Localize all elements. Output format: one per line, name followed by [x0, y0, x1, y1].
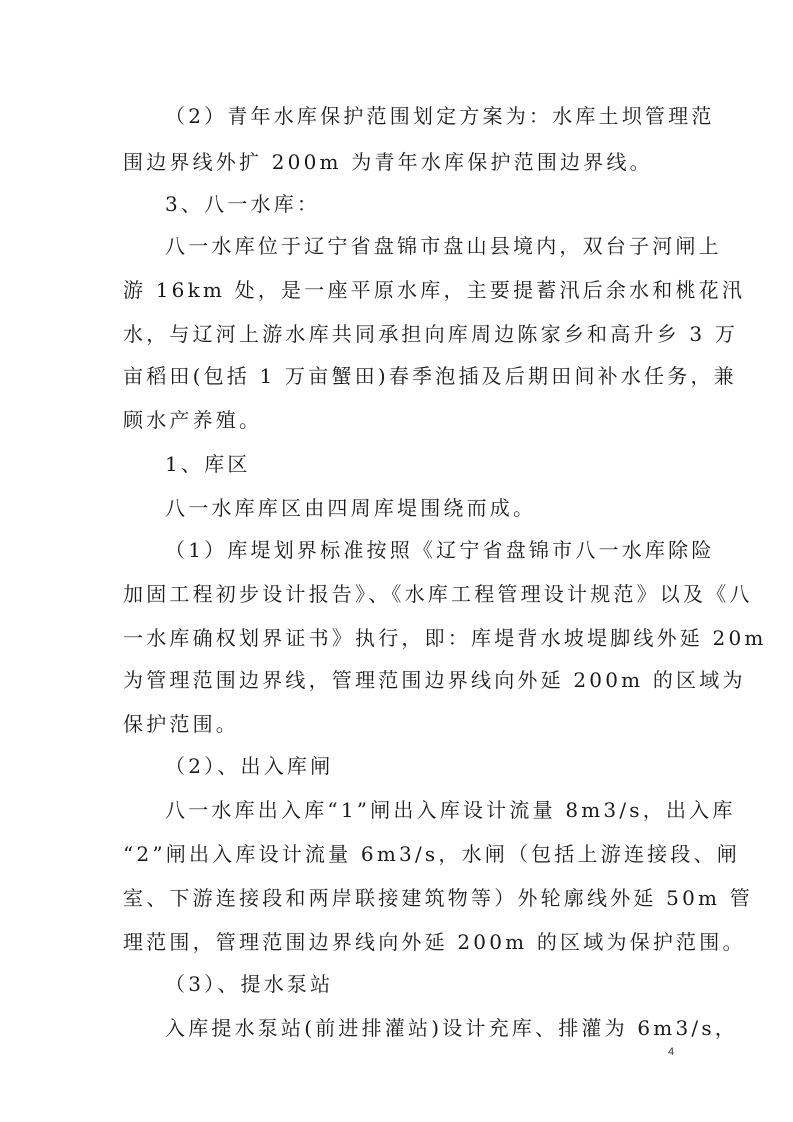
paragraph-line: 加固工程初步设计报告》、《水库工程管理设计规范》以及《八 — [123, 582, 753, 606]
paragraph-line: 入库提水泵站(前进排灌站)设计充库、排灌为 6m3/s， — [165, 1016, 738, 1040]
section-heading: （2）、出入库闸 — [165, 754, 334, 778]
paragraph-line: 一水库确权划界证书》执行，即：库堤背水坡堤脚线外延 20m — [123, 626, 767, 650]
paragraph-line: 八一水库位于辽宁省盘锦市盘山县境内，双台子河闸上 — [165, 234, 722, 258]
section-heading: （3）、提水泵站 — [165, 972, 334, 996]
paragraph-line: 水，与辽河上游水库共同承担向库周边陈家乡和高升乡 3 万 — [123, 322, 739, 346]
section-heading: 1、库区 — [165, 452, 251, 476]
paragraph-line: 游 16km 处，是一座平原水库，主要提蓄汛后余水和桃花汛 — [123, 278, 746, 302]
paragraph-line: 八一水库出入库“1”闸出入库设计流量 8m3/s，出入库 — [165, 798, 736, 822]
paragraph-line: 顾水产养殖。 — [123, 408, 263, 432]
paragraph-line: 亩稻田(包括 1 万亩蟹田)春季泡插及后期田间补水任务，兼 — [123, 364, 737, 388]
paragraph-line: “2”闸出入库设计流量 6m3/s，水闸（包括上游连接段、闸 — [123, 842, 740, 866]
paragraph-line: 保护范围。 — [123, 712, 239, 736]
section-heading: 3、八一水库： — [165, 192, 321, 216]
paragraph-line: 围边界线外扩 200m 为青年水库保护范围边界线。 — [123, 150, 653, 174]
paragraph-line: 为管理范围边界线，管理范围边界线向外延 200m 的区域为 — [123, 668, 746, 692]
paragraph-line: 理范围，管理范围边界线向外延 200m 的区域为保护范围。 — [123, 930, 746, 954]
page-number: 4 — [668, 1046, 675, 1058]
paragraph-line: （1）库堤划界标准按照《辽宁省盘锦市八一水库除险 — [165, 538, 715, 562]
paragraph-line: 室、下游连接段和两岸联接建筑物等）外轮廓线外延 50m 管 — [123, 886, 753, 910]
paragraph-line: 八一水库库区由四周库堤围绕而成。 — [165, 496, 537, 520]
paragraph-line: （2）青年水库保护范围划定方案为：水库土坝管理范 — [165, 104, 715, 128]
